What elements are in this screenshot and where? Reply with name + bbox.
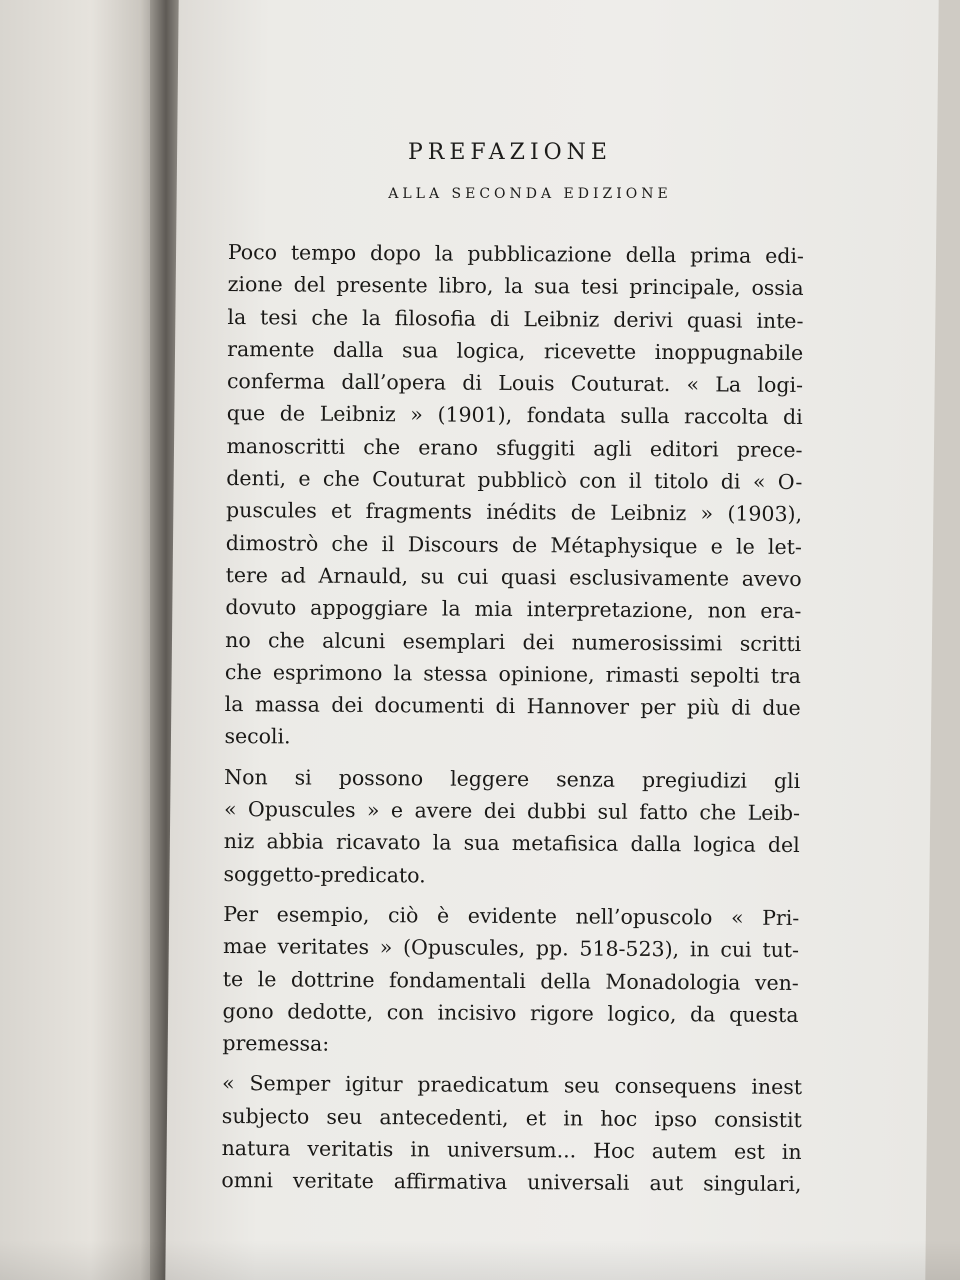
text-line: manoscritti che erano sfuggiti agli editori prece- — [226, 433, 803, 462]
text-line: mae veritates » (Opuscules, pp. 518-523), in cui tut- — [222, 934, 800, 963]
text-line: que de Leibniz » (1901), fondata sulla raccolta di — [226, 401, 803, 430]
paragraph-2 — [223, 761, 800, 894]
text-line: natura veritatis in universum... Hoc autem est in — [221, 1135, 802, 1165]
latin-quote — [221, 1067, 803, 1200]
text-line: dovuto appoggiare la mia interpretazione, non era- — [225, 595, 802, 624]
text-line: la tesi che la filosofia di Leibniz derivi quasi inte- — [227, 304, 804, 333]
text-line: dimostrò che il Discours de Métaphysique e le let- — [225, 530, 802, 559]
paragraph-1 — [224, 236, 804, 757]
text-line: soggetto-predicato. — [223, 861, 426, 888]
text-line: gono dedotte, con incisivo rigore logico, da questa — [222, 998, 799, 1027]
body-text — [221, 236, 804, 1201]
left-page — [0, 0, 165, 1280]
text-line: conferma dall’opera di Louis Couturat. « La logi- — [226, 369, 804, 398]
text-line: niz abbia ricavato la sua metafisica dalla logica del — [223, 829, 800, 858]
text-line: tere ad Arnauld, su cui quasi esclusivamente avevo — [225, 562, 802, 591]
text-line: la massa dei documenti di Hannover per più di due — [224, 692, 801, 721]
text-line: Poco tempo dopo la pubblicazione della prima edi- — [227, 239, 804, 269]
text-line: puscules et fragments inédits de Leibniz » (1903), — [226, 498, 803, 527]
text-line: denti, e che Couturat pubblicò con il titolo di « O- — [226, 466, 803, 495]
text-line: che esprimono la stessa opinione, rimasti sepolti tra — [224, 659, 802, 688]
text-line: Non si possono leggere senza pregiudizi gli — [224, 764, 801, 793]
page-subtitle: ALLA SECONDA EDIZIONE — [388, 186, 672, 202]
text-line: no che alcuni esemplari dei numerosissimi scritti — [225, 627, 802, 656]
text-line: ramente dalla sua logica, ricevette inoppugnabile — [227, 336, 804, 365]
text-line: zione del presente libro, la sua tesi principale, ossia — [227, 272, 804, 301]
paragraph-3 — [222, 898, 799, 1064]
text-line: secoli. — [224, 724, 291, 749]
text-line: « Opuscules » e avere dei dubbi sul fatto che Leib- — [223, 797, 801, 826]
text-line: subjecto seu antecedenti, et in hoc ipso consistit — [221, 1103, 802, 1132]
text-line: « Semper igitur praedicatum seu consequens inest — [222, 1071, 803, 1100]
text-line: omni veritate affirmativa universali aut singulari, — [221, 1168, 802, 1197]
page-shadow — [0, 1240, 960, 1280]
text-line: te le dottrine fondamentali della Monadologia ven- — [222, 966, 799, 995]
page-title: PREFAZIONE — [408, 140, 612, 165]
text-line: Per esempio, ciò è evidente nell’opuscolo « Pri- — [223, 901, 800, 930]
text-line: premessa: — [222, 1031, 330, 1056]
